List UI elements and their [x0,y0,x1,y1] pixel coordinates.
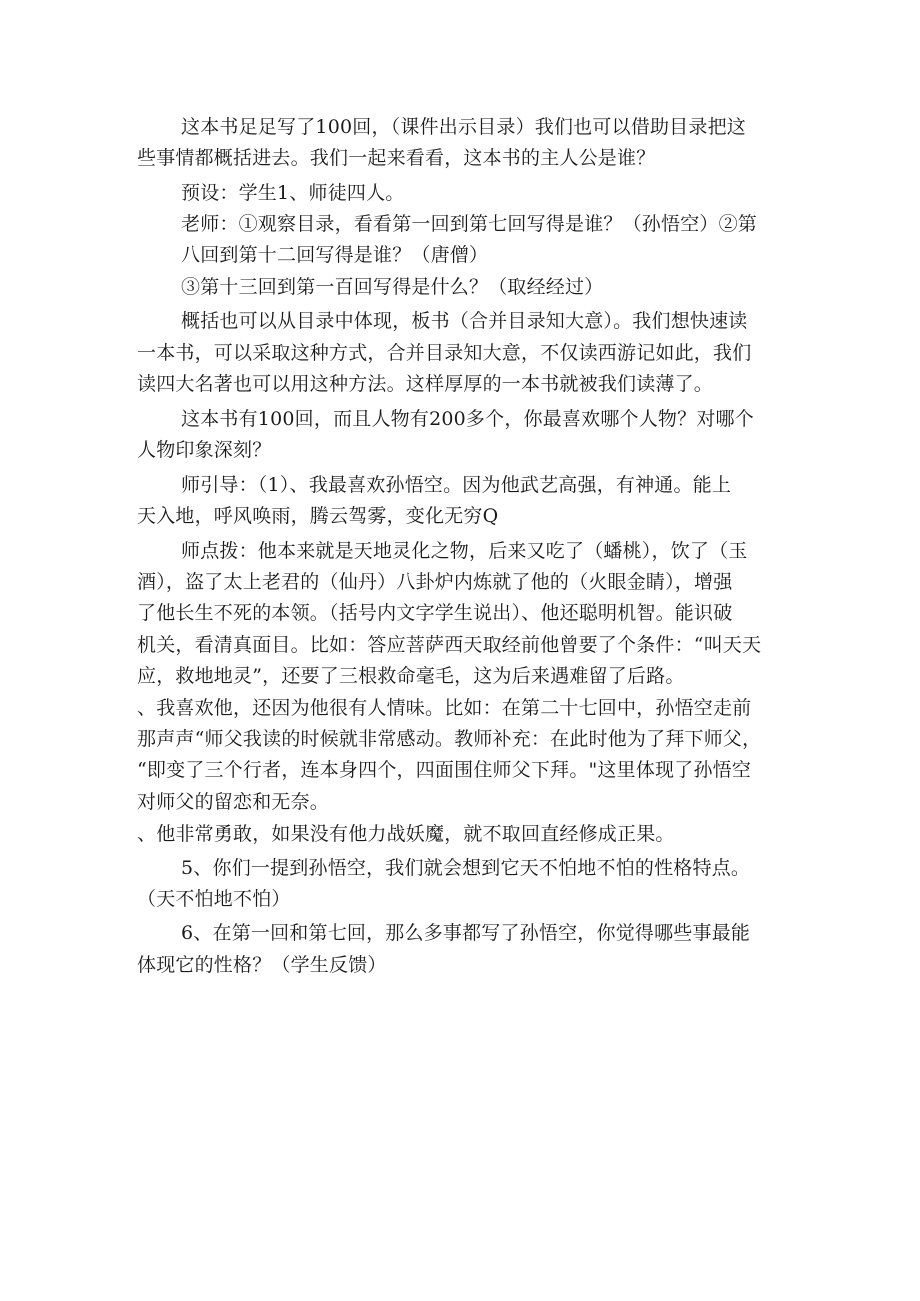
text-line: 、我喜欢他，还因为他很有人情味。比如：在第二十七回中，孙悟空走前 [137,697,752,719]
text-line: 人物印象深刻？ [137,439,272,461]
text-line: 5、你们一提到孙悟空，我们就会想到它天不怕地不怕的性格特点。 [181,857,751,879]
text-line: 天入地，呼风唤雨，腾云驾雾，变化无穷Q [137,505,499,527]
text-line: 那声声“师父我读的时候就非常感动。教师补充：在此时他为了拜下师父， [137,728,762,750]
text-line: 这本书有100回，而且人物有200多个，你最喜欢哪个人物？对哪个 [181,408,754,430]
text-line: 概括也可以从目录中体现，板书（合并目录知大意）。我们想快速读 [181,310,748,332]
text-line: 体现它的性格？（学生反馈） [137,954,387,976]
text-line: 读四大名著也可以用这种方法。这样厚厚的一本书就被我们读薄了。 [137,373,714,395]
text-line: 机关，看清真面目。比如：答应菩萨西天取经前他曾要了个条件：“叫天天 [137,634,762,656]
text-line: 师引导：（1）、我最喜欢孙悟空。因为他武艺高强，有神通。能上 [181,474,732,496]
text-line: ③第十三回到第一百回写得是什么？（取经经过） [181,276,604,298]
text-line: 酒），盗了太上老君的（仙丹）八卦炉内炼就了他的（火眼金睛），增强 [137,571,733,593]
text-line: 些事情都概括进去。我们一起来看看，这本书的主人公是谁？ [137,147,656,169]
text-line: 、他非常勇敢，如果没有他力战妖魔，就不取回直经修成正果。 [137,823,675,845]
text-line: 一本书，可以采取这种方式，合并目录知大意，不仅读西游记如此，我们 [137,342,752,364]
text-line: 八回到第十二回写得是谁？（唐僧） [181,244,489,266]
text-line: 了他长生不死的本领。（括号内文字学生说出）、他还聪明机智。能识破 [137,602,733,624]
text-line: 应，救地地灵”，还要了三根救命毫毛，这为后来遇难留了后路。 [137,665,685,687]
text-line: 老师：①观察目录，看看第一回到第七回写得是谁？（孙悟空）②第 [181,213,758,235]
text-line: 师点拨：他本来就是天地灵化之物，后来又吃了（蟠桃），饮了（玉 [181,540,748,562]
text-line: 对师父的留恋和无奈。 [137,791,330,813]
text-line: （天不怕地不怕） [137,888,291,910]
text-line: 这本书足足写了100回，（课件出示目录）我们也可以借助目录把这 [181,116,746,138]
text-line: 6、在第一回和第七回，那么多事都写了孙悟空，你觉得哪些事最能 [181,922,751,944]
text-line: 预设：学生1、师徒四人。 [181,182,405,204]
text-line: “即变了三个行者，连本身四个，四面围住师父下拜。"这里体现了孙悟空 [137,759,752,781]
